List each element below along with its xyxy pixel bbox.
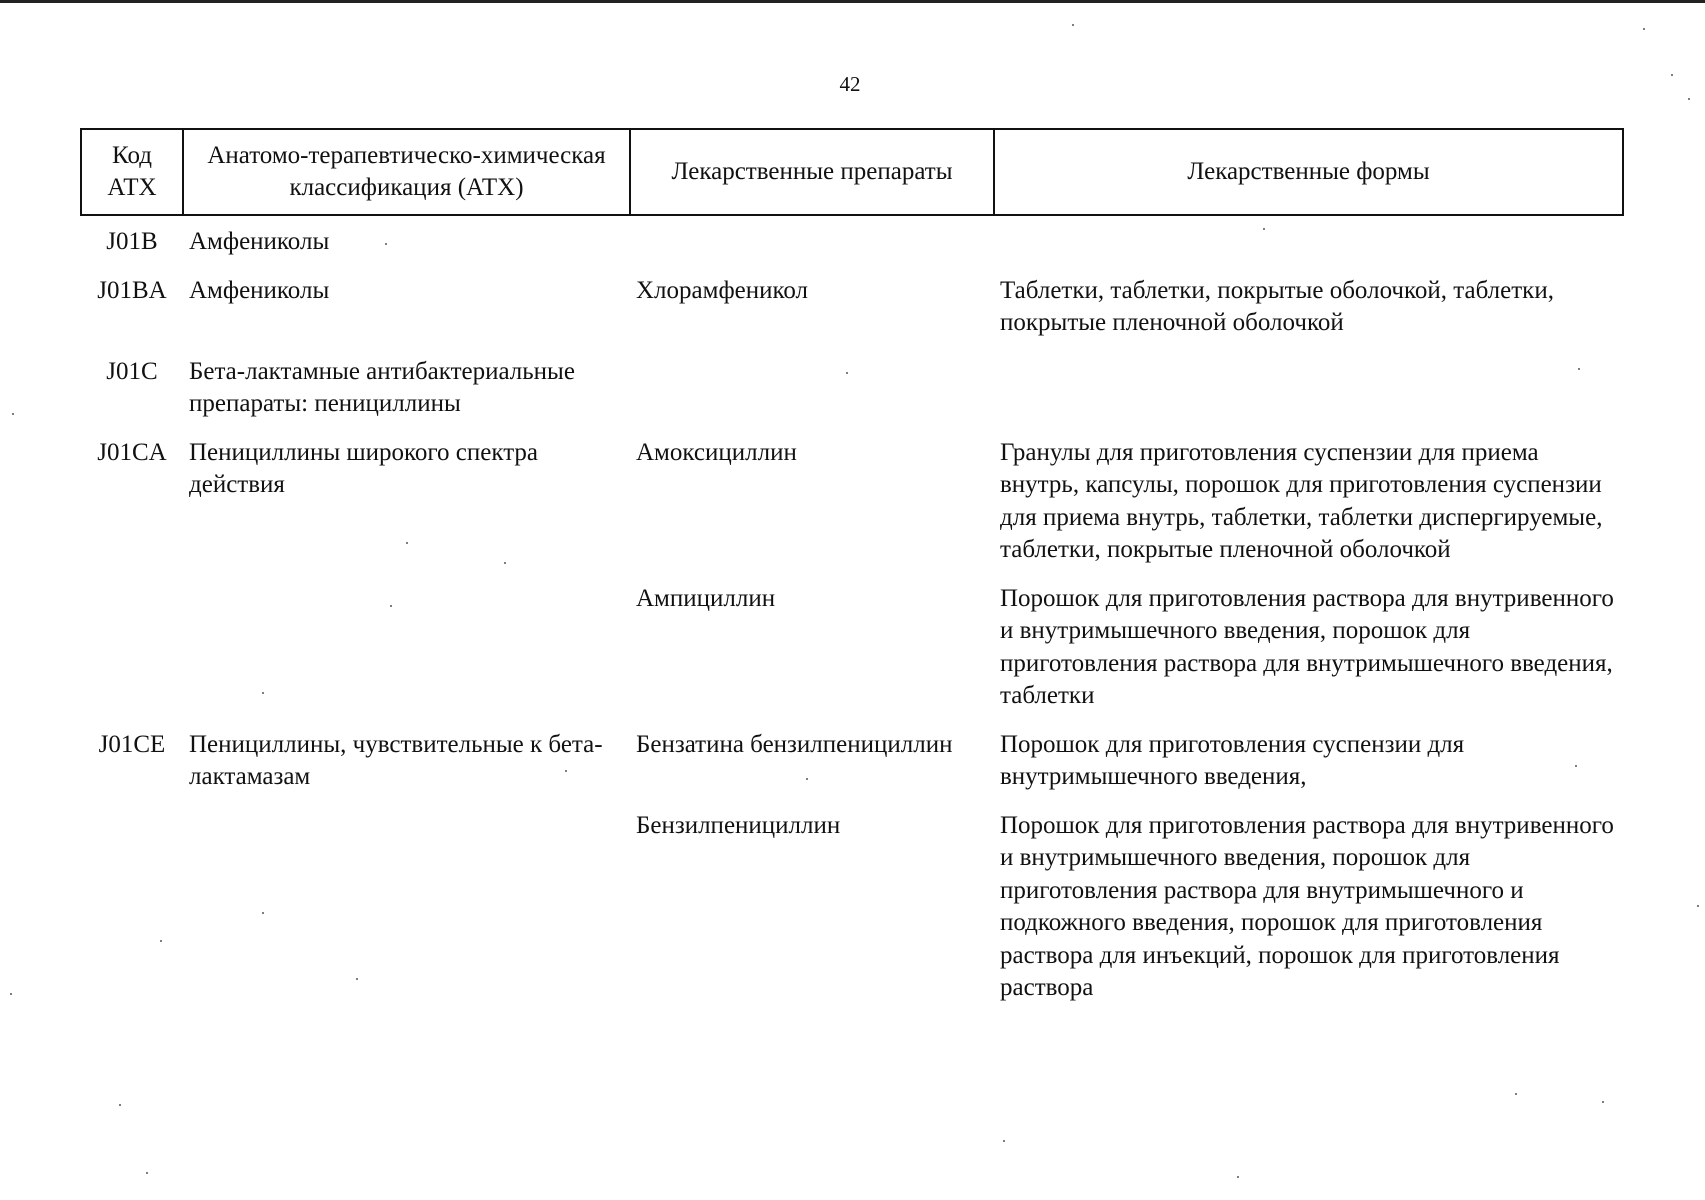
dosage-forms: Порошок для приготовления суспензии для внутримышечного введения, — [1000, 730, 1465, 790]
atc-group-name: Амфениколы — [189, 276, 330, 304]
atc-group-name: Бета-лактамные антибактериальные препараты: пенициллины — [189, 357, 575, 417]
scan-speck — [1003, 1140, 1005, 1142]
drug-name — [630, 346, 994, 427]
scan-speck — [1237, 1176, 1239, 1178]
drug-name: Амоксициллин — [636, 438, 797, 466]
scan-speck — [10, 993, 12, 995]
scan-speck — [12, 413, 14, 415]
table-row — [81, 573, 1623, 719]
scan-speck — [1575, 765, 1577, 767]
table-row — [81, 265, 1623, 346]
header-code: Код АТХ — [81, 129, 183, 215]
scan-speck — [504, 562, 506, 564]
table-row — [81, 346, 1623, 427]
scan-speck — [1671, 74, 1673, 76]
table-row — [81, 719, 1623, 800]
scan-speck — [1602, 1101, 1604, 1103]
drug-name: Ампициллин — [636, 584, 776, 612]
drug-name: Бензилпенициллин — [636, 811, 841, 839]
atc-code: J01CA — [97, 438, 167, 466]
scan-speck — [146, 1172, 148, 1174]
atc-code: J01B — [106, 228, 158, 255]
header-drugs: Лекарственные препараты — [630, 129, 994, 215]
scan-speck — [1697, 905, 1699, 907]
scan-speck — [806, 778, 808, 780]
scan-speck — [406, 542, 408, 544]
dosage-forms: Гранулы для приготовления суспензии для приема внутрь, капсулы, порошок для приготовления суспензии для приема внутрь, таблетки, таблетки диспергируемые, таблетки, покрытые пленочной оболочкой — [1000, 438, 1603, 563]
drug-name: Бензатина бензилпенициллин — [636, 730, 953, 758]
atc-group-name — [183, 573, 630, 719]
dosage-forms: Таблетки, таблетки, покрытые оболочкой, таблетки, покрытые пленочной оболочкой — [1000, 276, 1554, 336]
atc-code: J01C — [106, 357, 158, 385]
scan-speck — [262, 692, 264, 694]
page-number: 42 — [839, 72, 861, 96]
top-border-line — [0, 0, 1705, 3]
atc-group-name: Пенициллины, чувствительные к бета-лактамазам — [189, 730, 603, 790]
scan-speck — [1643, 28, 1645, 30]
scan-speck — [846, 372, 848, 374]
table-row — [81, 215, 1623, 265]
dosage-forms — [994, 215, 1623, 265]
drug-name: Хлорамфеникол — [636, 276, 809, 304]
scan-speck — [385, 243, 387, 245]
dosage-forms: Порошок для приготовления раствора для внутривенного и внутримышечного введения, порошок для приготовления раствора для внутримышечного введения, таблетки — [1000, 584, 1614, 709]
dosage-forms: Порошок для приготовления раствора для внутривенного и внутримышечного введения, порошок для приготовления раствора для внутримышечного и подкожного введения, порошок для приготовления раствора для инъекций, порошок для приготовления раствора — [1000, 811, 1614, 1001]
header-dosage-forms: Лекарственные формы — [994, 129, 1623, 215]
scan-speck — [356, 978, 358, 980]
scan-speck — [1688, 98, 1690, 100]
scan-speck — [160, 940, 162, 942]
scan-speck — [1072, 24, 1074, 26]
scan-speck — [1263, 228, 1265, 230]
atc-code: J01CE — [98, 730, 166, 758]
atc-code — [81, 573, 183, 719]
header-atc-classification: Анатомо-терапевтическо-химическая классификация (АТХ) — [183, 129, 630, 215]
atc-drug-table — [80, 128, 1624, 1011]
scan-speck — [262, 912, 264, 914]
scan-speck — [1515, 1093, 1517, 1095]
atc-group-name: Пенициллины широкого спектра действия — [189, 438, 539, 498]
atc-code — [81, 800, 183, 1011]
table-header-row — [81, 129, 1623, 215]
scan-speck — [119, 1104, 121, 1106]
scan-speck — [390, 605, 392, 607]
atc-group-name: Амфениколы — [189, 228, 330, 255]
atc-group-name — [183, 800, 630, 1011]
atc-code: J01BA — [97, 276, 167, 304]
table-row — [81, 427, 1623, 573]
table-row — [81, 800, 1623, 1011]
drug-name — [630, 215, 994, 265]
scan-speck — [565, 770, 567, 772]
scan-speck — [1578, 368, 1580, 370]
dosage-forms — [994, 346, 1623, 427]
